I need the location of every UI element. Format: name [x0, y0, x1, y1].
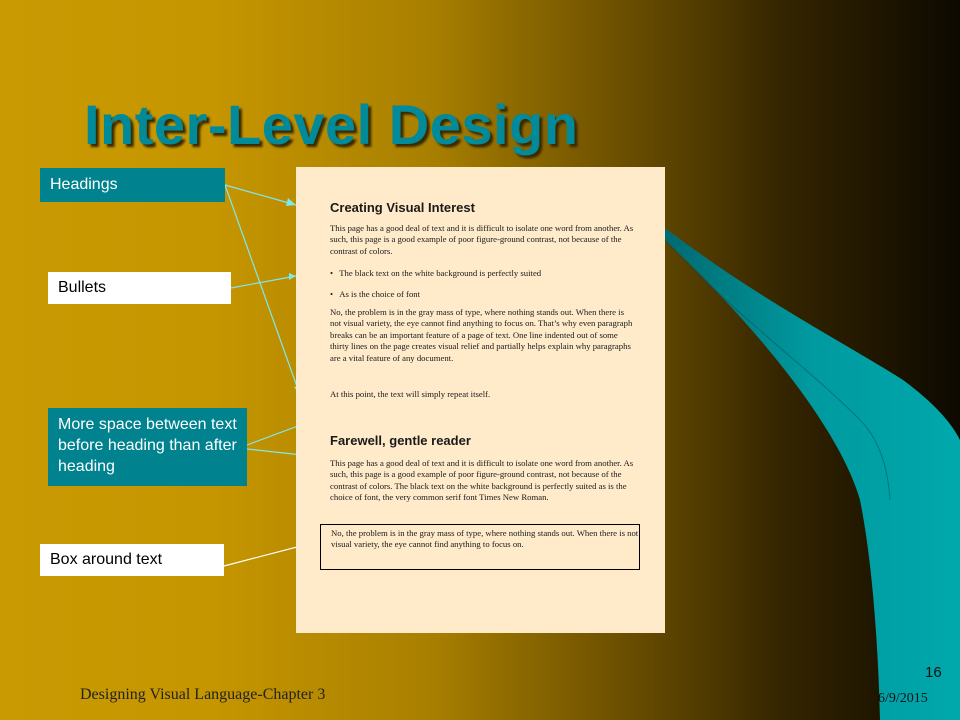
slide-number: 16 [925, 664, 942, 681]
bullet-text: The black text on the white background is perfectly suited [339, 268, 542, 278]
page-paragraph-2: No, the problem is in the gray mass of type, where nothing stands out. When there is not visual variety, the eye cannot find anything to focus on. That’s why even paragraph breaks can be an important feature of a page of text. One line indented out of some thirty lines on the page creates visual relief and partially helps explain why paragraphs are a vital feature of any document. [330, 307, 633, 363]
label-spacing: More space between text before heading than after heading [48, 408, 247, 486]
label-box-around-text: Box around text [40, 544, 224, 576]
slide-date: 6/9/2015 [878, 691, 928, 706]
footer-text: Designing Visual Language-Chapter 3 [80, 686, 326, 703]
arrowhead-headings-1 [286, 198, 296, 206]
page-paragraph-3: At this point, the text will simply repeat itself. [330, 389, 491, 399]
arrow-bullets [231, 276, 296, 288]
page-heading-farewell: Farewell, gentle reader [330, 433, 471, 448]
bullet-text: As is the choice of font [339, 289, 421, 299]
sample-document-page [296, 167, 665, 633]
arrow-headings-to-heading2 [225, 185, 300, 395]
page-bullet-1 [330, 268, 541, 279]
bullet-glyph: • [330, 289, 334, 299]
page-bullet-2 [330, 289, 420, 300]
label-headings: Headings [40, 168, 225, 202]
page-paragraph-4: This page has a good deal of text and it is difficult to isolate one word from another. As such, this page is a good example of poor figure-ground contrast, not because of the contrast of colors. The black text on the white background is perfectly suited as is the choice of font, the very common serif font Times New Roman. [330, 458, 634, 503]
page-paragraph-1: This page has a good deal of text and it is difficult to isolate one word from another. As such, this page is a good example of poor figure-ground contrast, not because of the contrast of colors. [330, 223, 634, 256]
slide-title: Inter-Level Design [84, 93, 579, 156]
arrow-headings-to-heading1 [225, 185, 296, 205]
bullet-glyph: • [330, 268, 334, 278]
boxed-paragraph: No, the problem is in the gray mass of type, where nothing stands out. When there is not visual variety, the eye cannot find anything to focus on. [320, 524, 640, 570]
arrowhead-bullets [289, 273, 296, 280]
label-bullets: Bullets [48, 272, 231, 304]
page-heading-creating-visual-interest: Creating Visual Interest [330, 200, 475, 215]
teal-swoosh-shape [665, 228, 960, 720]
